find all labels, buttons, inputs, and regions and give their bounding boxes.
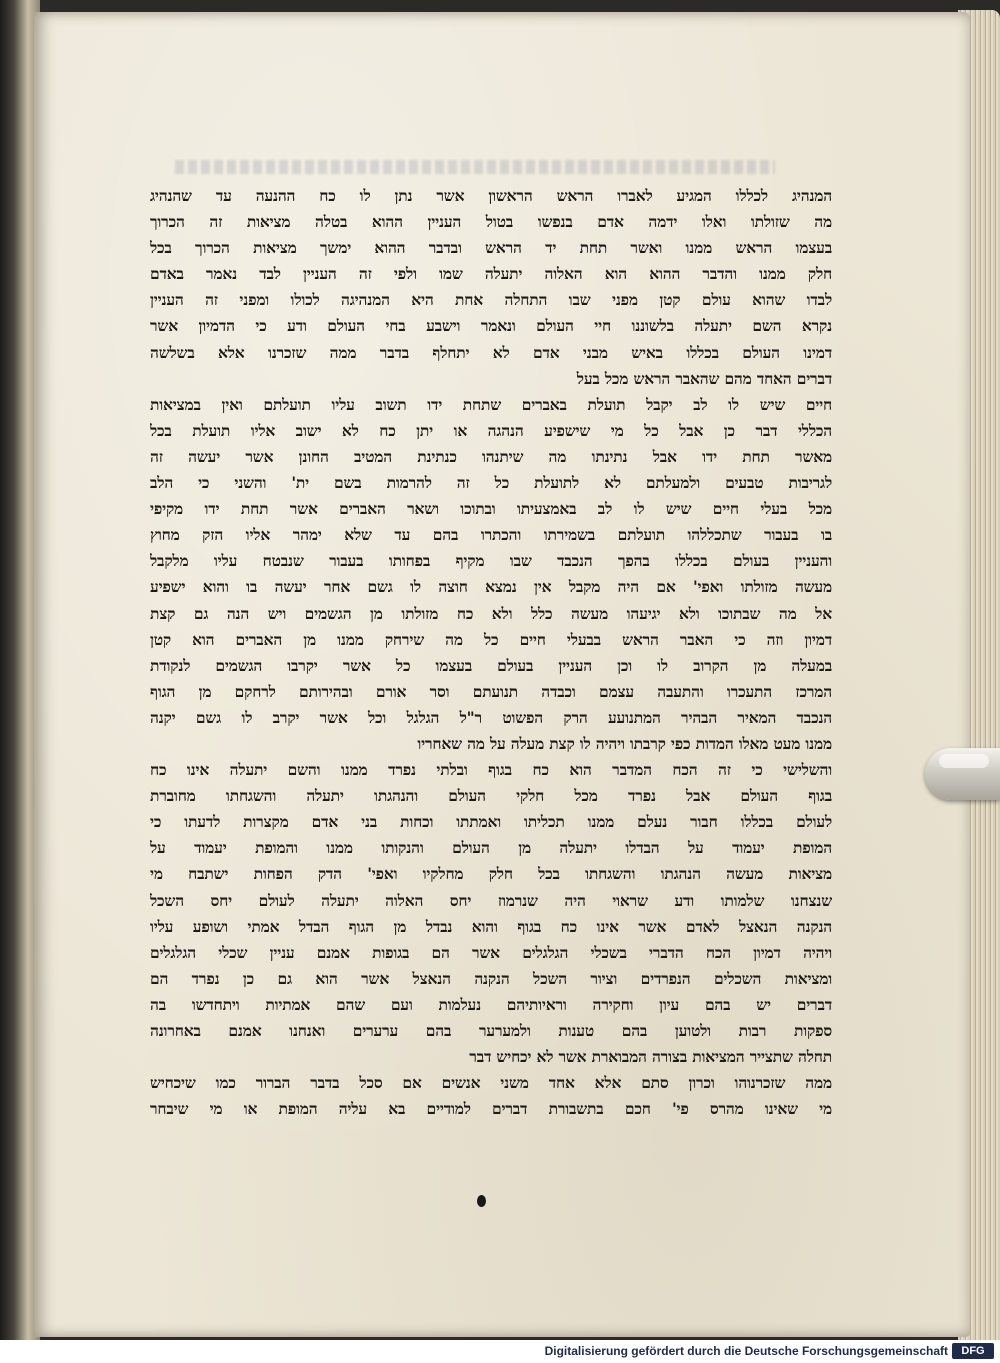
text-line: והעניין בעולם בכללו בהפך הנכבד שבו מקיף בפחותו בעבור שנבטח עליו מלקבל xyxy=(150,551,832,571)
text-line: מכל בעלי חיים שיש לו לב באמצעיתו ובתוכו ושאר האברים אשר תחת ידו מקיפי xyxy=(150,499,832,519)
text-line: מאשר תחת ידו אבל נתינתו מה שיתנהו כנתינת המטיב החונן אשר יעשה זה xyxy=(150,446,832,466)
footer-bar xyxy=(0,1340,1000,1363)
text-line: תחלה שתצייר המציאות בצורה המבוארת אשר לא יכחיש דבר xyxy=(469,1047,832,1067)
funding-credit: Digitalisierung gefördert durch die Deutsche Forschungsgemeinschaft xyxy=(544,1344,948,1358)
text-line: אל מה שבתוכו ולא יגיעהו מעשה כלל ולא כח מזולתו מן הגשמים ויש הנה גם קצת xyxy=(150,603,832,623)
page-clip xyxy=(925,748,1000,800)
text-line: במעלה מן הקרוב לו וכן העניין בעולם בעצמו כל אשר יקרבו הגשמים לנקודת xyxy=(150,655,832,675)
text-line: ממנו מעט מאלו המדות כפי קרבתו ויהיה לו קצת מעלה על מה שאחריו xyxy=(417,733,832,753)
ink-spot xyxy=(477,1195,486,1207)
text-line: לגריבות טבעים ולמעלתם לא לתועלת כל זה להרמות בשם ית' והשני כי הלב xyxy=(150,473,832,493)
text-line: נקרא השם יתעלה בלשוננו חיי העולם ונאמר וישבע בחי העולם ודע כי הדמיון אשר xyxy=(150,316,832,336)
hebrew-text-block xyxy=(150,183,832,1122)
text-line: הנקנה הנאצל לאדם אשר אינו כח בגוף והוא נבדל מן הגוף הבדל אמתי ושופע עליו xyxy=(150,916,832,936)
text-line: בגוף העולם אבל נפרד מכל חלקי העולם והנהגתו יתעלה והשגחתו מחוברת xyxy=(150,786,832,806)
text-line: הכללי דבר כן אבל כל מי שישפיע הנהגה או יתן כח לא ישוב אליו תועלת בכל xyxy=(150,420,832,440)
text-line: ממה שזכרנוהו וכרון סתם אלא אחד משני אנשים אם סכל בדבר הברור כמו שיכחיש xyxy=(150,1073,832,1093)
text-line: בעצמו הראש ממנו ואשר תחת יד הראש ובדבר ההוא ימשך מציאות הכרוך בכל xyxy=(150,238,832,258)
text-line: המופת יעמוד על הבדלו יתעלה מן העולם והנקותו ממנו והמופת יעמוד על xyxy=(150,838,832,858)
text-line: דמינו העולם בכללו באיש מבני אדם לא יתחלף בדבר ממה שזכרנו אלא בשלשה xyxy=(150,342,832,362)
text-line: דברים האחד מהם שהאבר הראש מכל בעל xyxy=(576,368,832,388)
text-line: הנכבד המאיר הבהיר המתנועע הרק הפשוט ר"ל הגלגל וכל אשר יקרב לו גשם יקנה xyxy=(150,707,832,727)
bleed-through-text xyxy=(175,160,775,174)
text-line: חיים שיש לו לב יקבל תועלת באברים שתחת ידו תשוב עליו תועלתם ואין במציאות xyxy=(150,394,832,414)
text-line: שנצחנו שלמותו ודע שראוי היה שנרמוז יחס האלוה יתעלה לעולם יחס השכל xyxy=(150,890,832,910)
text-line: דמיון וזה כי האבר הראש בבעלי חיים כל מה שירחק ממנו מן האברים הוא קטן xyxy=(150,629,832,649)
text-line: חלק ממנו והדבר ההוא הוא האלוה יתעלה שמו ולפי זה העניין לבד נאמר באדם xyxy=(150,264,832,284)
text-line: בו בעבור שתכללהו תועלתם בשמירתו והכתרו בהם עד שלא ימהר אליו הזק מחוץ xyxy=(150,525,832,545)
text-line: המרכז התעכרו והתעבה עצמם וכבדה תנועתם וסר אורם ובהירותם לרחקם מן הגוף xyxy=(150,681,832,701)
text-line: לבדו שהוא עולם קטן מפני שבו התחלה אחת היא המנהיגה לכולו ומפני זה העניין xyxy=(150,290,832,310)
text-line: והשלישי כי זה הכח המדבר הוא כח בגוף ובלתי נפרד ממנו והשם יתעלה אינו כח xyxy=(150,760,832,780)
text-line: ומציאות השכלים הנפרדים וציור השכל הנקנה הנאצל אשר הוא גם כן נפרד הם xyxy=(150,968,832,988)
text-line: לעולם בכללו חבור נעלם ממנו תכליתו ואמתתו וכחות בני אדם מקצרות לדעתו כי xyxy=(150,812,832,832)
text-line: דברים יש בהם עיון וחקירה וראיותיהם נעלמות ועם שהם אמתיות ויתחדשו בה xyxy=(150,994,832,1014)
text-line: מציאות מעשה הנהגתו והשגחתו בכל חלק מחלקיו ואפי' הדק הפחות ישתבח מי xyxy=(150,864,832,884)
text-line: מה שזולתו ואלו ידמה אדם בנפשו בטול העניין ההוא בטלה מציאות זה הכרוך xyxy=(150,212,832,232)
text-line: ויהיה דמיון הכח הדברי בשכלי הגלגלים אשר הם בגופות אמנם עניין שכלי הגלגלים xyxy=(150,942,832,962)
text-line: מעשה מזולתו ואפי' אם היה מקבל אין נמצא חוצה לו גשם אחר יעשה בו והוא ישפיע xyxy=(150,577,832,597)
text-line: המנהיג לכללו המגיע לאברו הראש הראשון אשר נתן לו כח ההנעה עד שהנהיג xyxy=(150,186,832,205)
text-line: ספקות רבות ולטוען בהם טענות ולמערער בהם ערערים ואנחנו אמנם באחרונה xyxy=(150,1021,832,1040)
dfg-logo: DFG xyxy=(952,1343,994,1359)
text-line: מי שאינו מהרס פי' חכם בתשבורת דברים למודיים בא עליה המופת או מי שיבחר xyxy=(150,1099,832,1119)
